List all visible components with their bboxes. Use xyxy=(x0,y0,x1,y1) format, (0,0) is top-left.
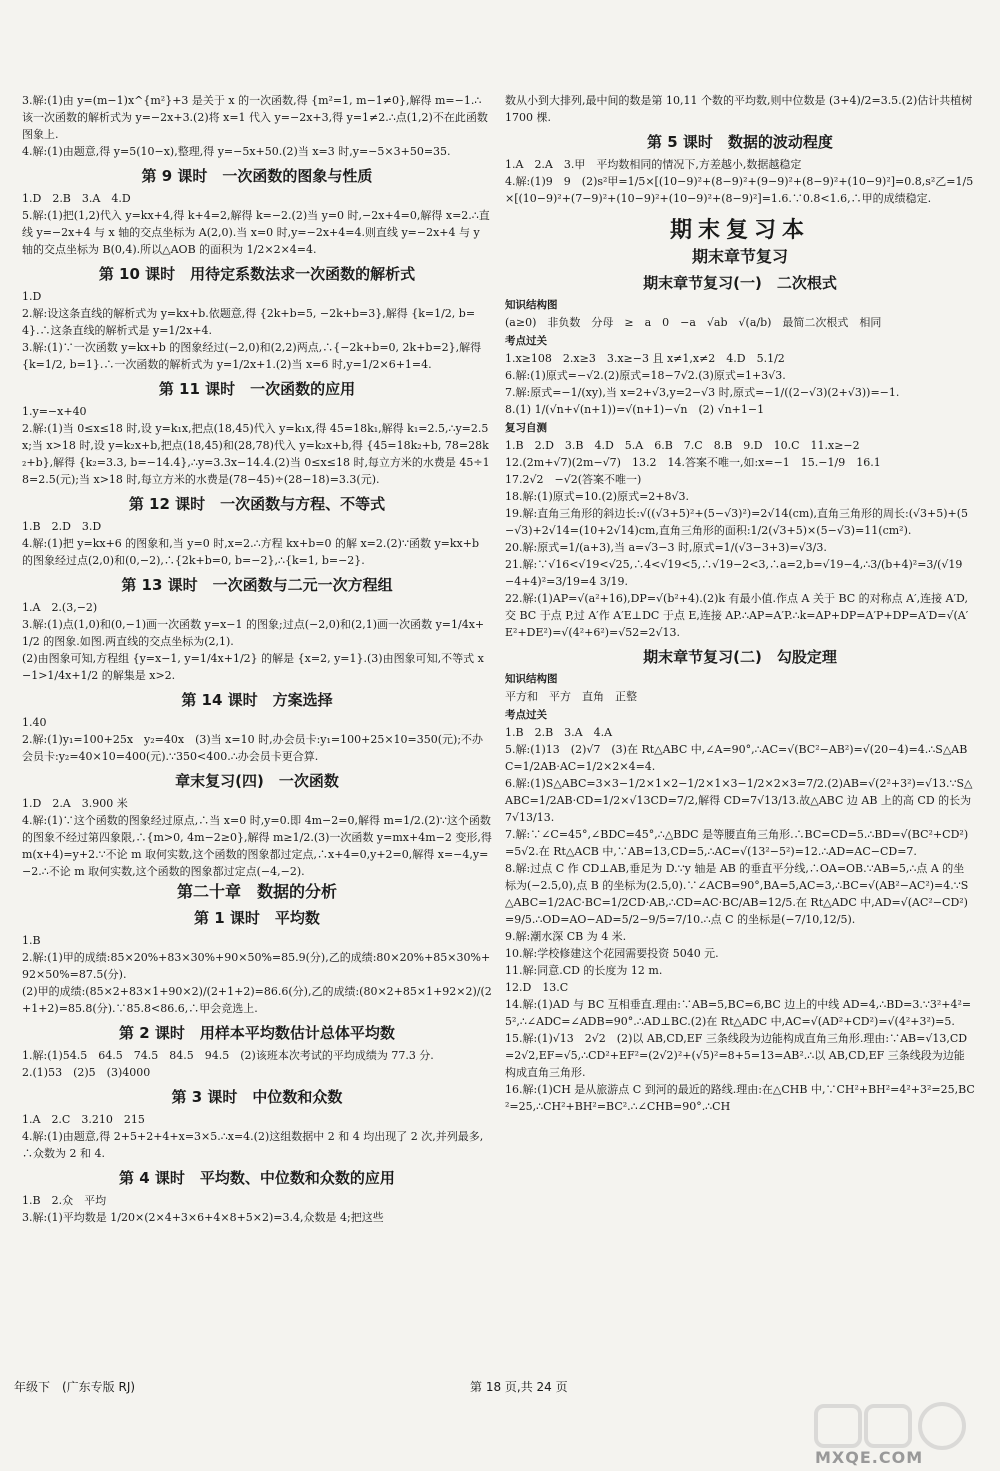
left-column-top xyxy=(22,92,496,1226)
answer-para: 9.解:潮水深 CB 为 4 米. xyxy=(505,930,627,943)
answer-para: 4.解:(1)由题意,得 y=5(10−x),整理,得 y=−5x+50.(2)当 x=3 时,y=−5×3+50=35. xyxy=(22,145,451,158)
answer-para: 1.A 2.(3,−2) xyxy=(22,601,98,614)
answer-para: 平方和 平方 直角 正整 xyxy=(505,690,637,703)
answer-para: 1.D 2.B 3.A 4.D xyxy=(22,192,131,205)
subsection-label: 考点过关 xyxy=(505,709,547,721)
answer-para: 1.A 2.C 3.210 215 xyxy=(22,1113,145,1126)
answer-para: 8.(1) 1/(√n+√(n+1))=√(n+1)−√n (2) √n+1−1 xyxy=(505,403,765,416)
answer-para: 1.D xyxy=(22,290,42,303)
final-review-title: 期末复习本 xyxy=(669,218,810,243)
answer-para: 6.解:(1)原式=−√2.(2)原式=18−7√2.(3)原式=1+3√3. xyxy=(505,369,786,382)
answer-para: 19.解:直角三角形的斜边长:√((√3+5)²+(5−√3)²)=2√14(cm),直角三角形的周长:(√3+5)+(5−√3)+2√14=(10+2√14)cm,直角三角形的面积:1/2(√3+5)×(5−√3)=11(cm²). xyxy=(505,507,969,537)
answer-para: 14.解:(1)AD 与 BC 互相垂直.理由:∵AB=5,BC=6,BC 边上的中线 AD=4,∴BD=3.∵3²+4²=5²,∴∠ADC=∠ADB=90°.∴AD⊥BC.(2)在 Rt△ADC 中,AC=√(AD²+CD²)=√(4²+3²)=5. xyxy=(505,998,972,1028)
answer-para: 22.解:(1)AP=√(a²+16),DP=√(b²+4).(2)k 有最小值.作点 A 关于 BC 的对称点 A′,连接 A′D,交 BC 于点 P,过 A′作 A′E⊥DC 于点 E,连接 AP.∴AP=A′P.∴k=AP+DP=A′P+DP=A′D=√(A′E²+DE²)=√(4²+6²)=√52=2√13. xyxy=(505,592,969,639)
answer-para: 15.解:(1)√13 2√2 (2)以 AB,CD,EF 三条线段为边能构成直角三角形.理由:∵AB=√13,CD=2√2,EF=√5,∴CD²+EF²=(2√2)²+(√5)²=8+5=13=AB².∴以 AB,CD,EF 三条线段为边能构成直角三角形. xyxy=(505,1032,968,1079)
answer-para: 1.B 2.B 3.A 4.A xyxy=(505,726,613,739)
answer-para: 5.解:(1)把(1,2)代入 y=kx+4,得 k+4=2,解得 k=−2.(2)当 y=0 时,−2x+4=0,解得 x=2.∴直线 y=−2x+4 与 x 轴的交点坐标为 A(2,0).当 x=0 时,y=−2x+4=4.则直线 y=−2x+4 与 y 轴的交点坐标为 B(0,4).所以△AOB 的面积为 1/2×2×4=4. xyxy=(22,209,490,256)
subsection-label: 知识结构图 xyxy=(505,299,558,311)
answer-para: 数从小到大排列,最中间的数是第 10,11 个数的平均数,则中位数是 (3+4)/2=3.5.(2)估计共植树 1700 棵. xyxy=(505,94,976,124)
answer-para: 2.解:(1)当 0≤x≤18 时,设 y=k₁x,把点(18,45)代入 y=k₁x,得 45=18k₁,解得 k₁=2.5,∴y=2.5x;当 x>18 时,设 y=k₂x+b,把点(18,45)和(28,78)代入 y=k₂x+b,得 {45=18k₂+b, 78=28k₂+b},解得 {k₂=3.3, b=−14.4},∴y=3.3x−14.4.(2)当 0≤x≤18 时,每立方米的水费是 45÷18=2.5(元);当 x>18 时,每立方米的水费是(78−45)÷(28−18)=3.3(元). xyxy=(22,422,490,486)
footer-page-number: 第 18 页,共 24 页 xyxy=(470,1380,568,1394)
answer-para: 6.解:(1)S△ABC=3×3−1/2×1×2−1/2×1×3−1/2×2×3=7/2.(2)AB=√(2²+3²)=√13.∵S△ABC=1/2AB·CD=1/2×√13CD=7/2,解得 CD=7√13/13.故△ABC 边 AB 上的高 CD 的长为 7√13/13. xyxy=(505,777,975,824)
answer-para: 5.解:(1)13 (2)√7 (3)在 Rt△ABC 中,∠A=90°,∴AC=√(BC²−AB²)=√(20−4)=4.∴S△ABC=1/2AB·AC=1/2×2×4=4. xyxy=(505,743,968,773)
answer-para: 3.解:(1)由 y=(m−1)x^{m²}+3 是关于 x 的一次函数,得 {m²=1, m−1≠0},解得 m=−1.∴该一次函数的解析式为 y=−2x+3.(2)将 x=1 代入 y=−2x+3,得 y=1≠2.∴点(1,2)不在此函数图象上. xyxy=(22,94,488,141)
section-heading: 章末复习(四) 一次函数 xyxy=(175,772,339,790)
section-heading: 第 3 课时 中位数和众数 xyxy=(171,1088,343,1106)
section-heading: 期末章节复习(二) 勾股定理 xyxy=(643,648,837,666)
answer-para: 1.B 2.D 3.B 4.D 5.A 6.B 7.C 8.B 9.D 10.C 11.x≥−2 xyxy=(505,439,860,452)
answer-para: 2.(1)53 (2)5 (3)4000 xyxy=(22,1066,151,1079)
section-heading: 第 14 课时 方案选择 xyxy=(181,691,333,709)
answer-para: 1.y=−x+40 xyxy=(22,405,87,418)
section-heading: 第 12 课时 一次函数与方程、不等式 xyxy=(128,495,386,513)
answer-para: (2)由图象可知,方程组 {y=x−1, y=1/4x+1/2} 的解是 {x=2, y=1}.(3)由图象可知,不等式 x−1>1/4x+1/2 的解集是 x>2. xyxy=(22,652,484,682)
answer-para: 1.x≥108 2.x≥3 3.x≥−3 且 x≠1,x≠2 4.D 5.1/2 xyxy=(505,352,785,365)
section-heading: 第 13 课时 一次函数与二元一次方程组 xyxy=(121,576,393,594)
answer-para: 4.解:(1)把 y=kx+6 的图象和,当 y=0 时,x=2.∴方程 kx+b=0 的解 x=2.(2)∵函数 y=kx+b 的图象经过点(2,0)和(0,−2),∴{2k+b=0, b=−2},∴{k=1, b=−2}. xyxy=(22,537,483,567)
answer-para: 7.解:∵∠C=45°,∠BDC=45°,∴△BDC 是等腰直角三角形.∴BC=CD=5.∴BD=√(BC²+CD²)=5√2.在 Rt△ACB 中,∵AB=13,CD=5,∴AC=√(13²−5²)=12.∴AD=AC−CD=7. xyxy=(505,828,969,858)
answer-para: 16.解:(1)CH 是从旅游点 C 到河的最近的路线.理由:在△CHB 中,∵CH²+BH²=4²+3²=25,BC²=25,∴CH²+BH²=BC².∴∠CHB=90°.∴CH xyxy=(505,1083,975,1113)
answer-para: 3.解:(1)点(1,0)和(0,−1)画一次函数 y=x−1 的图象;过点(−2,0)和(2,1)画一次函数 y=1/4x+1/2 的图象.如图.两直线的交点坐标为(2,1). xyxy=(22,618,485,648)
section-heading: 第 11 课时 一次函数的应用 xyxy=(158,380,356,398)
subsection-label: 知识结构图 xyxy=(505,673,558,685)
answer-para: 18.解:(1)原式=10.(2)原式=2+8√3. xyxy=(505,490,690,503)
answer-para: 20.解:原式=1/(a+3),当 a=√3−3 时,原式=1/(√3−3+3)=√3/3. xyxy=(505,541,827,554)
answer-para: 8.解:过点 C 作 CD⊥AB,垂足为 D.∵y 轴是 AB 的垂直平分线,∴OA=OB.∵AB=5,∴点 A 的坐标为(−2.5,0),点 B 的坐标为(2.5,0).∵∠ACB=90°,BA=5,AC=3,∴BC=√(AB²−AC²)=4.∵S△ABC=1/2AC·BC=1/2CD·AB,∴CD=AC·BC/AB=12/5.在 Rt△ADC 中,AD=√(AC²−CD²)=9/5.∴OD=AO−AD=5/2−9/5=7/10.∴点 C 的坐标是(−7/10,12/5). xyxy=(505,862,969,926)
section-heading: 第 2 课时 用样本平均数估计总体平均数 xyxy=(119,1024,395,1042)
answer-para: 1.B 2.众 平均 xyxy=(22,1194,107,1207)
answer-para: 12.(2m+√7)(2m−√7) 13.2 14.答案不唯一,如:x=−1 15.−1/9 16.1 xyxy=(505,456,881,469)
answer-para: 11.解:同意.CD 的长度为 12 m. xyxy=(505,964,663,977)
answer-para: 17.2√2 −√2(答案不唯一) xyxy=(505,473,642,486)
answer-para: 4.解:(1)由题意,得 2+5+2+4+x=3×5.∴x=4.(2)这组数据中 2 和 4 均出现了 2 次,并列最多,∴众数为 2 和 4. xyxy=(22,1130,484,1160)
section-heading: 第 5 课时 数据的波动程度 xyxy=(647,133,833,151)
answer-para: 2.解:设这条直线的解析式为 y=kx+b.依题意,得 {2k+b=5, −2k+b=3},解得 {k=1/2, b=4}.∴这条直线的解析式是 y=1/2x+4. xyxy=(22,307,476,337)
answer-para: 1.40 xyxy=(22,716,47,729)
answer-para: 3.解:(1)∵一次函数 y=kx+b 的图象经过(−2,0)和(2,2)两点,∴{−2k+b=0, 2k+b=2},解得 {k=1/2, b=1}.∴一次函数的解析式为 y=1/2x+1.(2)当 x=6 时,y=1/2×6+1=4. xyxy=(22,341,485,371)
answer-para: 2.解:(1)甲的成绩:85×20%+83×30%+90×50%=85.9(分),乙的成绩:80×20%+85×30%+92×50%=87.5(分). xyxy=(22,951,491,981)
section-heading: 第 10 课时 用待定系数法求一次函数的解析式 xyxy=(98,265,416,283)
answer-para: 3.解:(1)平均数是 1/20×(2×4+3×6+4×8+5×2)=3.4,众数是 4;把这些 xyxy=(22,1211,384,1224)
answer-para: 1.B 2.D 3.D xyxy=(22,520,102,533)
answer-para: 1.解:(1)54.5 64.5 74.5 84.5 94.5 (2)该班本次考试的平均成绩为 77.3 分. xyxy=(22,1049,434,1062)
subsection-label: 复习自测 xyxy=(505,422,547,434)
answer-para: 21.解:∵√16<√19<√25,∴4<√19<5,∴√19−2<3,∴a=2,b=√19−4,∴3/(b+4)²=3/(√19−4+4)²=3/19=4 3/19. xyxy=(505,558,963,588)
footer-grade-label: 年级下 (广东专版 RJ) xyxy=(14,1380,136,1394)
section-heading: 第 9 课时 一次函数的图象与性质 xyxy=(141,167,373,185)
answer-para: 1.B xyxy=(22,934,41,947)
chapter-heading: 第二十章 数据的分析 xyxy=(176,882,337,901)
answer-para: 10.解:学校修建这个花园需要投资 5040 元. xyxy=(505,947,719,960)
final-review-subtitle: 期末章节复习 xyxy=(691,247,788,266)
answer-para: 1.A 2.A 3.甲 平均数相同的情况下,方差越小,数据越稳定 xyxy=(505,158,802,171)
section-heading: 第 4 课时 平均数、中位数和众数的应用 xyxy=(119,1169,395,1187)
right-column xyxy=(505,92,975,1115)
answer-para: 4.解:(1)9 9 (2)s²甲=1/5×[(10−9)²+(8−9)²+(9−9)²+(8−9)²+(10−9)²]=0.8,s²乙=1/5×[(10−9)²+(7−9)²+(10−9)²+(10−9)²+(8−9)²]=1.6.∵0.8<1.6,∴甲的成绩稳定. xyxy=(505,175,974,205)
subsection-label: 考点过关 xyxy=(505,335,547,347)
answer-para: 7.解:原式=−1/(xy),当 x=2+√3,y=2−√3 时,原式=−1/((2−√3)(2+√3))=−1. xyxy=(505,386,900,399)
answer-para: (a≥0) 非负数 分母 ≥ a 0 −a √ab √(a/b) 最简二次根式 相同 xyxy=(505,316,882,329)
answer-para: (2)甲的成绩:(85×2+83×1+90×2)/(2+1+2)=86.6(分),乙的成绩:(80×2+85×1+92×2)/(2+1+2)=85.8(分).∵85.8<86.6,∴甲会竞选上. xyxy=(22,985,492,1015)
section-heading: 期末章节复习(一) 二次根式 xyxy=(643,274,837,292)
answer-para: 4.解:(1)∵这个函数的图象经过原点,∴当 x=0 时,y=0.即 4m−2=0,解得 m=1/2.(2)∵这个函数的图象不经过第四象限,∴{m>0, 4m−2≥0},解得 m≥1/2.(3)一次函数 y=mx+4m−2 变形,得 m(x+4)=y+2.∵不论 m 取何实数,这个函数的图象都过定点,∴x+4=0,y+2=0,解得 x=−4,y=−2.∴不论 m 取何实数,这个函数的图象都过定点(−4,−2). xyxy=(22,814,496,878)
watermark-text: MXQE.COM xyxy=(815,1448,924,1467)
answer-para: 1.D 2.A 3.900 米 xyxy=(22,797,128,810)
answer-para: 12.D 13.C xyxy=(505,981,569,994)
answer-para: 2.解:(1)y₁=100+25x y₂=40x (3)当 x=10 时,办会员卡:y₁=100+25×10=350(元);不办会员卡:y₂=40×10=400(元).∵350<400.∴办会员卡更合算. xyxy=(22,733,484,763)
section-heading: 第 1 课时 平均数 xyxy=(194,909,320,927)
